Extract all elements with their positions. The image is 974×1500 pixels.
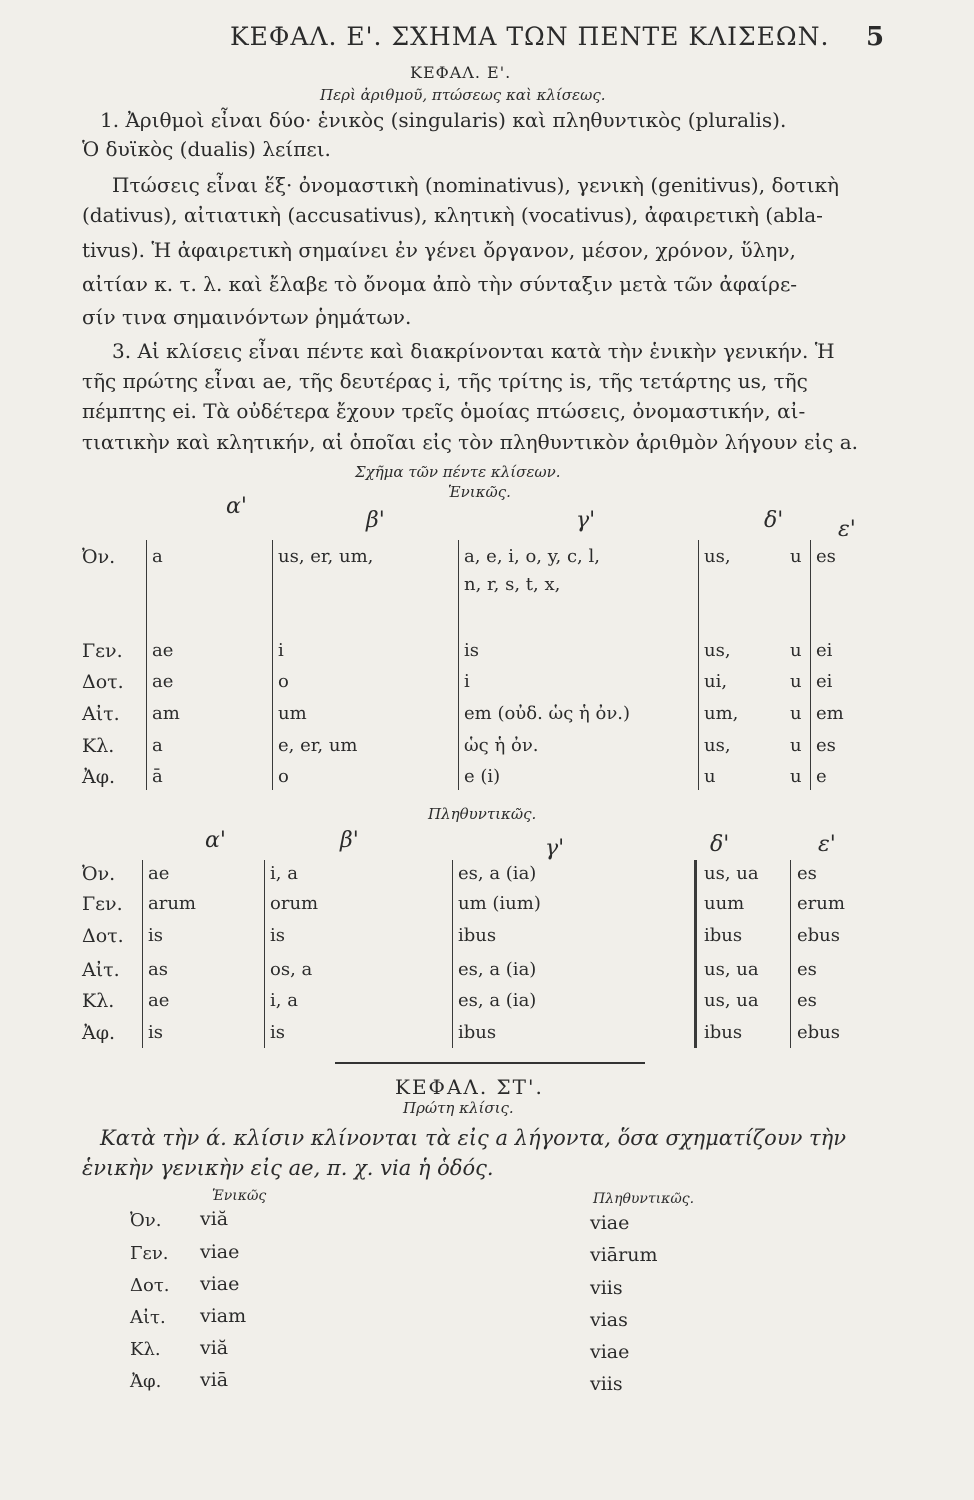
case-label: Ὀν. <box>130 1210 162 1231</box>
ending-cell: ebus <box>797 925 841 946</box>
column-rule <box>452 860 453 1048</box>
decl-letter: ε' <box>838 517 856 542</box>
ending-cell: u <box>790 766 802 787</box>
column-rule <box>694 860 697 1048</box>
chapter-subtitle: Πρώτη κλίσις. <box>403 1099 514 1117</box>
running-title: ΚΕΦΑΛ. Ε'. ΣΧΗΜΑ ΤΩΝ ΠΕΝΤΕ ΚΛΙΣΕΩΝ. <box>230 22 830 51</box>
paradigm-form: viae <box>200 1241 240 1263</box>
paragraph-line: τιατικὴν καὶ κλητικήν, αἱ ὁποῖαι εἰς τὸν πληθυντικὸν ἀριθμὸν λήγουν εἰς a. <box>82 430 858 454</box>
ending-cell: es <box>797 990 817 1011</box>
ending-cell: um, <box>704 703 739 724</box>
ending-cell: u <box>790 640 802 661</box>
ending-cell: ebus <box>797 1022 841 1043</box>
paradigm-form: viis <box>590 1277 623 1299</box>
case-label: Ἀφ. <box>82 1022 116 1044</box>
ending-cell: ā <box>152 766 163 787</box>
case-label: Αἰτ. <box>82 703 120 725</box>
paradigm-form: viae <box>590 1212 630 1234</box>
ending-cell: as <box>148 959 168 980</box>
ending-cell: ibus <box>458 925 497 946</box>
decl-letter: β' <box>366 508 385 533</box>
ending-cell: e, er, um <box>278 735 358 756</box>
ending-cell: u <box>790 735 802 756</box>
decl-letter: α' <box>205 828 226 853</box>
ending-cell: us, <box>704 640 731 661</box>
paradigm-form: viā <box>200 1369 229 1391</box>
case-label: Αἰτ. <box>82 959 120 981</box>
ending-cell: um <box>278 703 307 724</box>
scheme-title: Σχῆμα τῶν πέντε κλίσεων. <box>355 463 561 481</box>
ending-cell: ὡς ἡ ὀν. <box>464 735 539 756</box>
ending-cell: i <box>464 671 470 692</box>
ending-cell: os, a <box>270 959 313 980</box>
ending-cell: erum <box>797 893 845 914</box>
ending-cell: us, <box>704 546 731 567</box>
ending-cell: u <box>704 766 716 787</box>
case-label: Δοτ. <box>82 671 124 693</box>
ending-cell: a <box>152 546 163 567</box>
ending-cell: is <box>270 925 285 946</box>
ending-cell: uum <box>704 893 745 914</box>
paragraph-line: σίν τινα σημαινόντων ῥημάτων. <box>82 305 412 329</box>
case-label: Γεν. <box>130 1243 169 1264</box>
ending-cell: ae <box>152 640 174 661</box>
singular-label: Ἑνικῶς. <box>448 483 511 501</box>
paragraph-line: αἰτίαν κ. τ. λ. καὶ ἔλαβε τὸ ὄνομα ἀπὸ τὴν σύνταξιν μετὰ τῶν ἀφαίρε- <box>82 272 798 296</box>
plural-label: Πληθυντικῶς. <box>593 1191 695 1207</box>
ending-cell: is <box>148 925 163 946</box>
ending-cell: es <box>816 735 836 756</box>
ending-cell: is <box>464 640 479 661</box>
ending-cell: es, a (ia) <box>458 959 537 980</box>
ending-cell: am <box>152 703 180 724</box>
case-label: Ἀφ. <box>82 766 116 788</box>
paragraph-line: Κατὰ τὴν ά. κλίσιν κλίνονται τὰ εἰς a λήγοντα, ὅσα σχηματίζουν τὴν <box>100 1126 847 1150</box>
paragraph-line: (dativus), αἰτιατικὴ (accusativus), κλητικὴ (vocativus), ἀφαιρετικὴ (abla- <box>82 203 823 227</box>
page-number: 5 <box>866 22 885 52</box>
ending-cell: ae <box>148 990 170 1011</box>
paragraph-line: tivus). Ἡ ἀφαιρετικὴ σημαίνει ἐν γένει ὄργανον, μέσον, χρόνον, ὕλην, <box>82 238 796 262</box>
ending-cell: ibus <box>704 925 743 946</box>
column-rule <box>146 540 147 790</box>
paragraph-line: 3. Αἱ κλίσεις εἶναι πέντε καὶ διακρίνονται κατὰ τὴν ἑνικὴν γενικήν. Ἡ <box>112 339 835 363</box>
column-rule <box>458 540 459 790</box>
ending-cell: us, er, um, <box>278 546 374 567</box>
paragraph-line: Πτώσεις εἶναι ἕξ· ὀνομαστικὴ (nominativus), γενικὴ (genitivus), δοτικὴ <box>112 173 839 197</box>
decl-letter: γ' <box>576 508 596 533</box>
column-rule <box>698 540 699 790</box>
chapter-title: ΚΕΦΑΛ. Ε'. <box>410 63 512 82</box>
ending-cell: arum <box>148 893 196 914</box>
case-label: Κλ. <box>82 990 115 1012</box>
ending-cell: e (i) <box>464 766 501 787</box>
paragraph-line: πέμπτης ei. Τὰ οὐδέτερα ἔχουν τρεῖς ὁμοίας πτώσεις, ὀνομαστικήν, αἰ- <box>82 399 806 423</box>
ending-cell: em <box>816 703 844 724</box>
case-label: Ὀν. <box>82 546 116 568</box>
ending-cell: ibus <box>458 1022 497 1043</box>
ending-cell: i, a <box>270 863 298 884</box>
ending-cell: es <box>797 863 817 884</box>
ending-cell: n, r, s, t, x, <box>464 574 561 595</box>
ending-cell: orum <box>270 893 319 914</box>
paragraph-line: ἑνικὴν γενικὴν εἰς ae, π. χ. via ἡ ὁδός. <box>82 1156 494 1180</box>
case-label: Κλ. <box>82 735 115 757</box>
column-rule <box>272 540 273 790</box>
paragraph-line: τῆς πρώτης εἶναι ae, τῆς δευτέρας i, τῆς τρίτης is, τῆς τετάρτης us, τῆς <box>82 369 808 393</box>
ending-cell: is <box>270 1022 285 1043</box>
decl-letter: γ' <box>545 836 565 861</box>
paradigm-form: viam <box>200 1305 247 1327</box>
ending-cell: is <box>148 1022 163 1043</box>
ending-cell: es <box>816 546 836 567</box>
paradigm-form: viă <box>200 1208 229 1230</box>
paradigm-form: viis <box>590 1373 623 1395</box>
column-rule <box>142 860 143 1048</box>
paradigm-form: viae <box>590 1341 630 1363</box>
ending-cell: i, a <box>270 990 298 1011</box>
paragraph-line: Ὁ δυϊκὸς (dualis) λείπει. <box>82 137 331 161</box>
ending-cell: ae <box>148 863 170 884</box>
ending-cell: u <box>790 671 802 692</box>
decl-letter: δ' <box>764 508 784 533</box>
ending-cell: ae <box>152 671 174 692</box>
ending-cell: ui, <box>704 671 728 692</box>
plural-label: Πληθυντικῶς. <box>428 805 537 823</box>
case-label: Ὀν. <box>82 863 116 885</box>
paradigm-form: vias <box>590 1309 628 1331</box>
chapter-title: ΚΕΦΑΛ. ΣΤ'. <box>395 1075 544 1099</box>
decl-letter: δ' <box>710 832 730 857</box>
chapter-subtitle: Περὶ ἀριθμοῦ, πτώσεως καὶ κλίσεως. <box>320 86 606 104</box>
case-label: Κλ. <box>130 1339 161 1360</box>
paradigm-form: viārum <box>590 1244 658 1266</box>
decl-letter: ε' <box>818 832 836 857</box>
column-rule <box>810 540 811 790</box>
case-label: Γεν. <box>82 640 123 662</box>
column-rule <box>264 860 265 1048</box>
ending-cell: us, ua <box>704 959 759 980</box>
paradigm-form: viae <box>200 1273 240 1295</box>
case-label: Ἀφ. <box>130 1371 162 1392</box>
ending-cell: es, a (ia) <box>458 990 537 1011</box>
ending-cell: i <box>278 640 284 661</box>
ending-cell: em (οὐδ. ὡς ἡ ὀν.) <box>464 703 631 724</box>
ending-cell: a, e, i, o, y, c, l, <box>464 546 600 567</box>
singular-label: Ἑνικῶς <box>212 1188 267 1204</box>
ending-cell: us, ua <box>704 863 759 884</box>
ending-cell: a <box>152 735 163 756</box>
ending-cell: um (ium) <box>458 893 541 914</box>
decl-letter: β' <box>340 828 359 853</box>
section-rule <box>335 1062 645 1064</box>
case-label: Δοτ. <box>130 1275 170 1296</box>
ending-cell: es, a (ia) <box>458 863 537 884</box>
ending-cell: ibus <box>704 1022 743 1043</box>
case-label: Δοτ. <box>82 925 124 947</box>
ending-cell: ei <box>816 640 833 661</box>
ending-cell: es <box>797 959 817 980</box>
paradigm-form: viă <box>200 1337 229 1359</box>
ending-cell: o <box>278 671 289 692</box>
ending-cell: u <box>790 703 802 724</box>
ending-cell: ei <box>816 671 833 692</box>
ending-cell: us, <box>704 735 731 756</box>
ending-cell: e <box>816 766 827 787</box>
case-label: Αἰτ. <box>130 1307 166 1328</box>
ending-cell: us, ua <box>704 990 759 1011</box>
column-rule <box>790 860 791 1048</box>
case-label: Γεν. <box>82 893 123 915</box>
decl-letter: α' <box>226 494 247 519</box>
ending-cell: u <box>790 546 802 567</box>
ending-cell: o <box>278 766 289 787</box>
paragraph-line: 1. Ἀριθμοὶ εἶναι δύο· ἑνικὸς (singularis) καὶ πληθυντικὸς (pluralis). <box>100 108 787 132</box>
